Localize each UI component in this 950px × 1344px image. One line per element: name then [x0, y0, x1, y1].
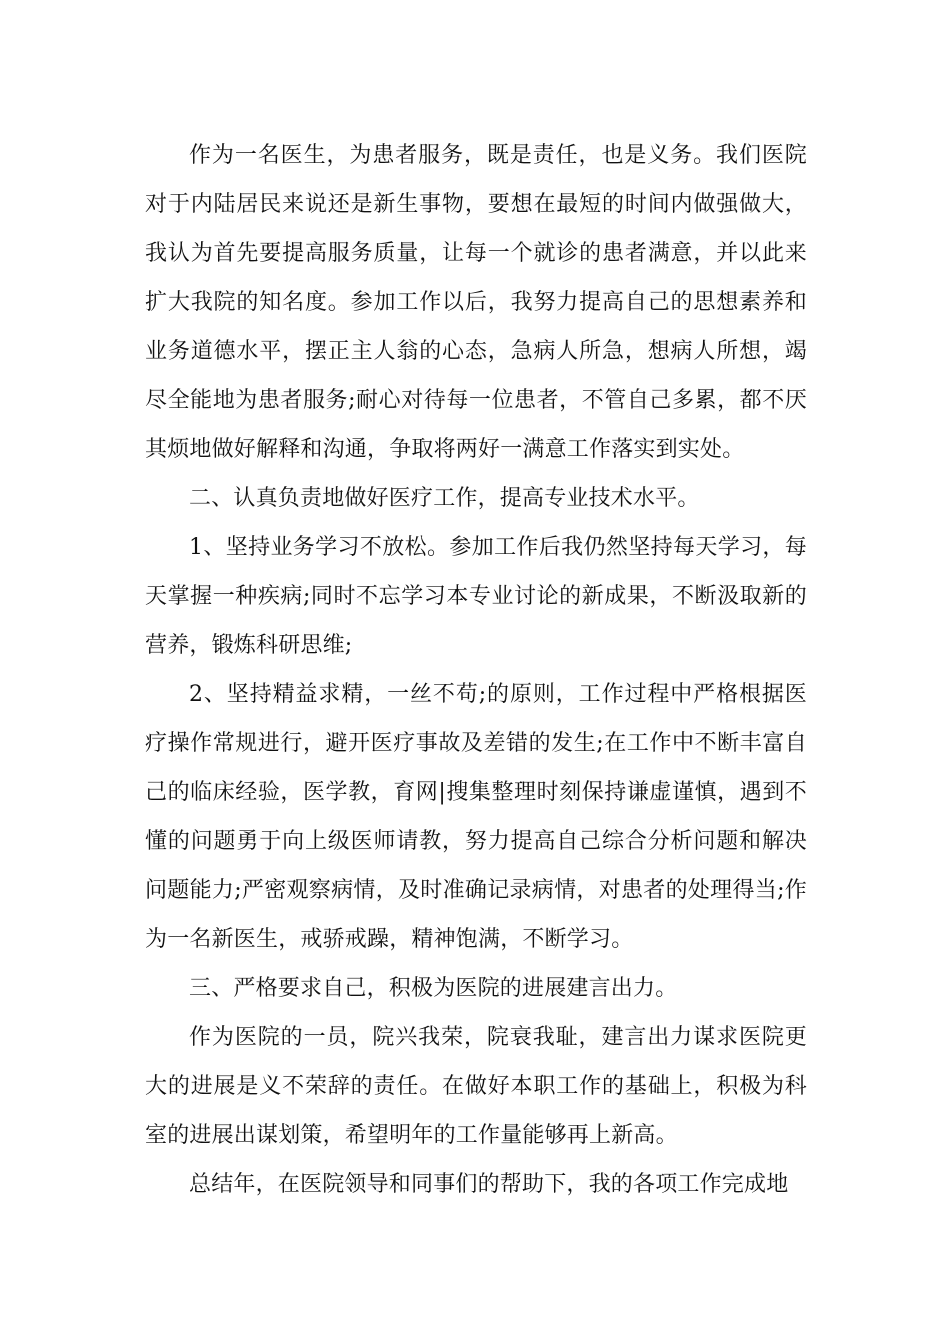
- document-body: [145, 131, 807, 1209]
- paragraph-precision-principle: 2、坚持精益求精，一丝不苟;的原则，工作过程中严格根据医疗操作常规进行，避开医疗事故及差错的发生;在工作中不断丰富自己的临床经验，医学教，育网|搜集整理时刻保持谦虚谨慎，遇到不懂的问题勇于向上级医师请教，努力提高自己综合分析问题和解决问题能力;严密观察病情，及时准确记录病情，对患者的处理得当;作为一名新医生，戒骄戒躁，精神饱满，不断学习。: [145, 682, 807, 952]
- paragraph-hospital-member: 作为医院的一员，院兴我荣，院衰我耻，建言出力谋求医院更大的进展是义不荣辞的责任。在做好本职工作的基础上，积极为科室的进展出谋划策，希望明年的工作量能够再上新高。: [145, 1025, 807, 1148]
- paragraph-service-duty: 作为一名医生，为患者服务，既是责任，也是义务。我们医院对于内陆居民来说还是新生事物，要想在最短的时间内做强做大，我认为首先要提高服务质量，让每一个就诊的患者满意，并以此来扩大我院的知名度。参加工作以后，我努力提高自己的思想素养和业务道德水平，摆正主人翁的心态，急病人所急，想病人所想，竭尽全能地为患者服务;耐心对待每一位患者，不管自己多累，都不厌其烦地做好解释和沟通，争取将两好一满意工作落实到实处。: [145, 143, 807, 462]
- paragraph-continuous-learning: 1、坚持业务学习不放松。参加工作后我仍然坚持每天学习，每天掌握一种疾病;同时不忘学习本专业讨论的新成果，不断汲取新的营养，锻炼科研思维;: [145, 535, 807, 658]
- section-heading-medical-work: 二、认真负责地做好医疗工作，提高专业技术水平。: [189, 486, 700, 511]
- paragraph-year-summary: 总结年，在医院领导和同事们的帮助下，我的各项工作完成地: [189, 1172, 789, 1197]
- section-heading-self-discipline: 三、严格要求自己，积极为医院的进展建言出力。: [189, 976, 678, 1001]
